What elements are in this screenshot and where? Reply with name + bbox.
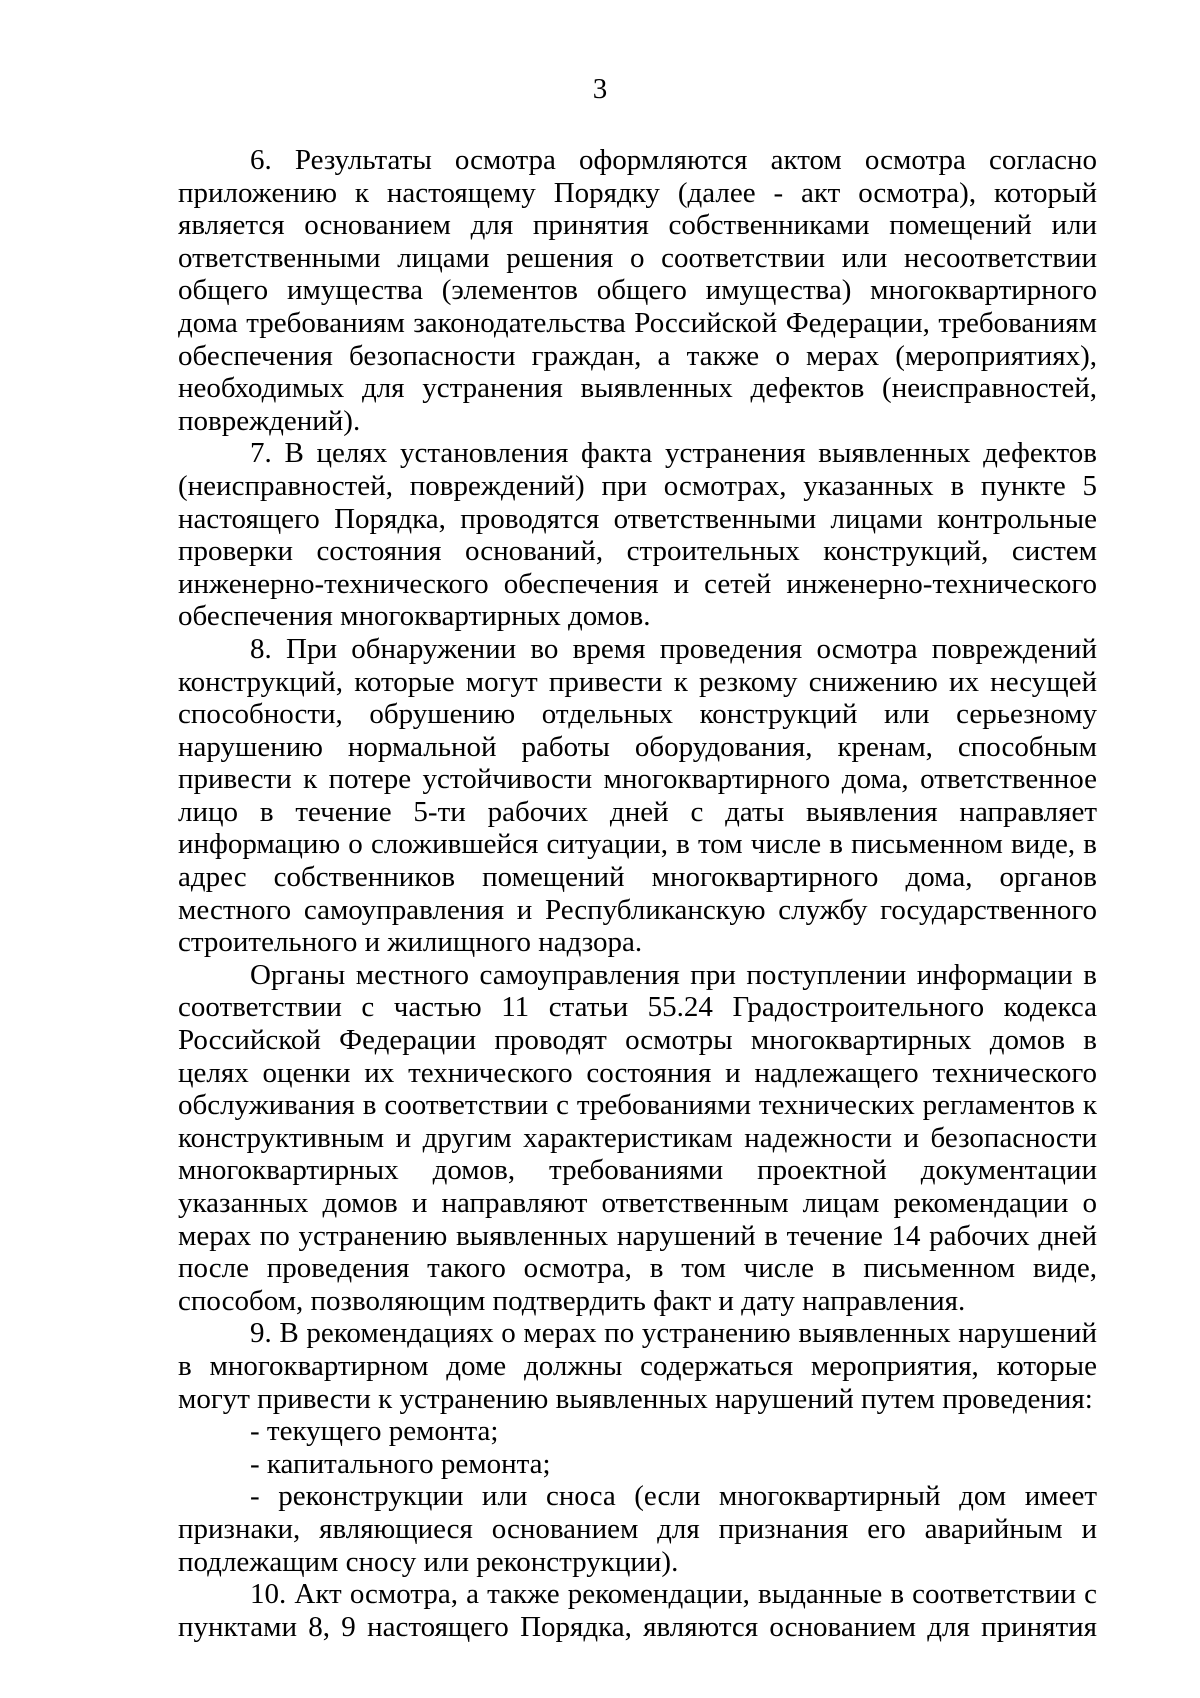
paragraph-9: 9. В рекомендациях о мерах по устранению выявленных нарушений в многоквартирном доме должны содержаться мероприятия, которые могут привести к устранению выявленных нарушений путем проведения: bbox=[178, 1317, 1097, 1415]
paragraph-8: 8. При обнаружении во время проведения осмотра повреждений конструкций, которые могут привести к резкому снижению их несущей способности, обрушению отдельных конструкций или серьезному нарушению нормальной работы оборудования, кренам, способным привести к потере устойчивости многоквартирного дома, ответственное лицо в течение 5-ти рабочих дней с даты выявления направляет информацию о сложившейся ситуации, в том числе в письменном виде, в адрес собственников помещений многоквартирного дома, органов местного самоуправления и Республиканскую службу государственного строительного и жилищного надзора. bbox=[178, 632, 1097, 959]
paragraph-6: 6. Результаты осмотра оформляются актом осмотра согласно приложению к настоящему Порядку (далее - акт осмотра), который является основанием для принятия собственниками помещений или ответственными лицами решения о соответствии или несоответствии общего имущества (элементов общего имущества) многоквартирного дома требованиям законодательства Российской Федерации, требованиям обеспечения безопасности граждан, а также о мерах (мероприятиях), необходимых для устранения выявленных дефектов (неисправностей, повреждений). bbox=[178, 144, 1097, 437]
paragraph-7: 7. В целях установления факта устранения выявленных дефектов (неисправностей, повреждений) при осмотрах, указанных в пункте 5 настоящего Порядка, проводятся ответственными лицами контрольные проверки состояния оснований, строительных конструкций, систем инженерно-технического обеспечения и сетей инженерно-технического обеспечения многоквартирных домов. bbox=[178, 437, 1097, 633]
list-item-capital-repair: - капитального ремонта; bbox=[250, 1447, 551, 1480]
page-number: 3 bbox=[592, 73, 608, 105]
document-body bbox=[178, 144, 1097, 1643]
list-item-reconstruction: - реконструкции или сноса (если многоквартирный дом имеет признаки, являющиеся основанием для признания его аварийным и подлежащим сносу или реконструкции). bbox=[178, 1480, 1097, 1578]
paragraph-8-continuation: Органы местного самоуправления при поступлении информации в соответствии с частью 11 статьи 55.24 Градостроительного кодекса Российской Федерации проводят осмотры многоквартирных домов в целях оценки их технического состояния и надлежащего технического обслуживания в соответствии с требованиями технических регламентов к конструктивным и другим характеристикам надежности и безопасности многоквартирных домов, требованиями проектной документации указанных домов и направляют ответственным лицам рекомендации о мерах по устранению выявленных нарушений в течение 14 рабочих дней после проведения такого осмотра, в том числе в письменном виде, способом, позволяющим подтвердить факт и дату направления. bbox=[178, 958, 1097, 1317]
list-item-current-repair: - текущего ремонта; bbox=[250, 1415, 499, 1448]
paragraph-10: 10. Акт осмотра, а также рекомендации, выданные в соответствии с пунктами 8, 9 настоящего Порядка, являются основанием для принятия bbox=[178, 1578, 1097, 1643]
